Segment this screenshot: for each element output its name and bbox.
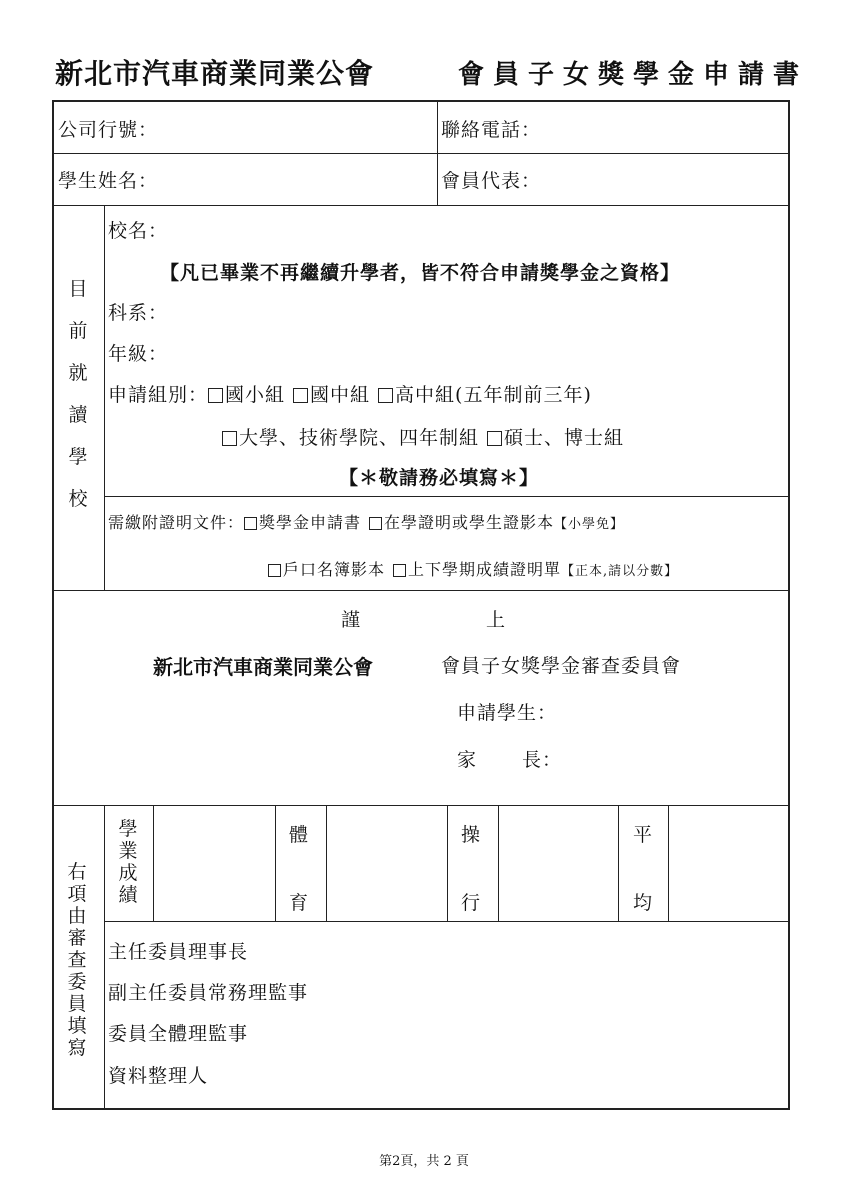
grade-field-label[interactable]: 年級： [108, 343, 169, 365]
group-label: 申請組別： [108, 384, 209, 406]
group-option[interactable]: 碩士、博士組 [487, 427, 624, 449]
checkbox[interactable] [222, 431, 237, 446]
signer-vice-chair: 副主任委員常務理監事 [108, 982, 309, 1004]
doc-option[interactable]: 上下學期成績證明單【正本,請以分數】 [393, 560, 678, 579]
checkbox[interactable] [393, 564, 406, 577]
group-select-row-1 [108, 380, 600, 407]
phone-field-label[interactable]: 聯絡電話： [441, 119, 542, 141]
docs-row-2 [268, 557, 678, 580]
checkbox[interactable] [268, 564, 281, 577]
pe-label-a: 體 [289, 824, 310, 846]
school-name-field-label[interactable]: 校名： [108, 220, 169, 242]
checkbox[interactable] [378, 388, 393, 403]
checkbox[interactable] [487, 431, 502, 446]
submit-org-name: 新北市汽車商業同業公會 [153, 655, 373, 679]
doc-option[interactable]: 在學證明或學生證影本【小學免】 [369, 513, 624, 532]
org-title: 新北市汽車商業同業公會 [55, 57, 375, 90]
parent-signature-label-b[interactable]: 長： [522, 749, 563, 771]
docs-label: 需繳附證明文件： [108, 513, 245, 532]
pe-label-b: 育 [289, 892, 310, 914]
page-number: 第2頁，共 2 頁 [379, 1154, 469, 1169]
to-text: 上 [486, 609, 507, 631]
checkbox[interactable] [244, 517, 257, 530]
average-label-b: 均 [633, 892, 654, 914]
review-side-label: 右項由審查委員填寫 [67, 861, 87, 1059]
company-field-label[interactable]: 公司行號： [58, 119, 159, 141]
committee-name: 會員子女獎學金審查委員會 [441, 655, 682, 677]
must-fill-notice: 【＊敬請務必填寫＊】 [339, 467, 540, 489]
applicant-signature-label[interactable]: 申請學生： [457, 702, 558, 724]
respectfully-text: 謹 [341, 609, 362, 631]
member-rep-field-label[interactable]: 會員代表： [441, 170, 542, 192]
doc-option[interactable]: 獎學金申請書 [244, 513, 361, 532]
checkbox[interactable] [293, 388, 308, 403]
signer-data-organizer: 資料整理人 [108, 1065, 209, 1087]
parent-signature-label-a: 家 [457, 749, 478, 771]
department-field-label[interactable]: 科系： [108, 302, 169, 324]
academic-score-label: 學業成績 [118, 818, 138, 906]
group-option[interactable]: 大學、技術學院、四年制組 [222, 427, 479, 449]
form-title: 會員子女獎學金申請書 [458, 60, 809, 90]
conduct-label-b: 行 [461, 892, 482, 914]
average-label-a: 平 [633, 824, 654, 846]
student-name-field-label[interactable]: 學生姓名： [58, 170, 159, 192]
group-select-row-2 [222, 423, 632, 450]
group-option[interactable]: 國小組 [208, 384, 285, 406]
group-option[interactable]: 國中組 [293, 384, 370, 406]
signer-committee: 委員全體理監事 [108, 1023, 249, 1045]
checkbox[interactable] [369, 517, 382, 530]
signer-chair: 主任委員理事長 [108, 941, 249, 963]
checkbox[interactable] [208, 388, 223, 403]
doc-option[interactable]: 戶口名簿影本 [268, 560, 385, 579]
eligibility-notice: 【凡已畢業不再繼續升學者，皆不符合申請獎學金之資格】 [160, 262, 681, 284]
docs-row-1 [108, 510, 624, 533]
conduct-label-a: 操 [461, 824, 482, 846]
group-option[interactable]: 高中組(五年制前三年) [378, 384, 592, 406]
school-side-label: 目前就讀學校 [68, 278, 88, 510]
